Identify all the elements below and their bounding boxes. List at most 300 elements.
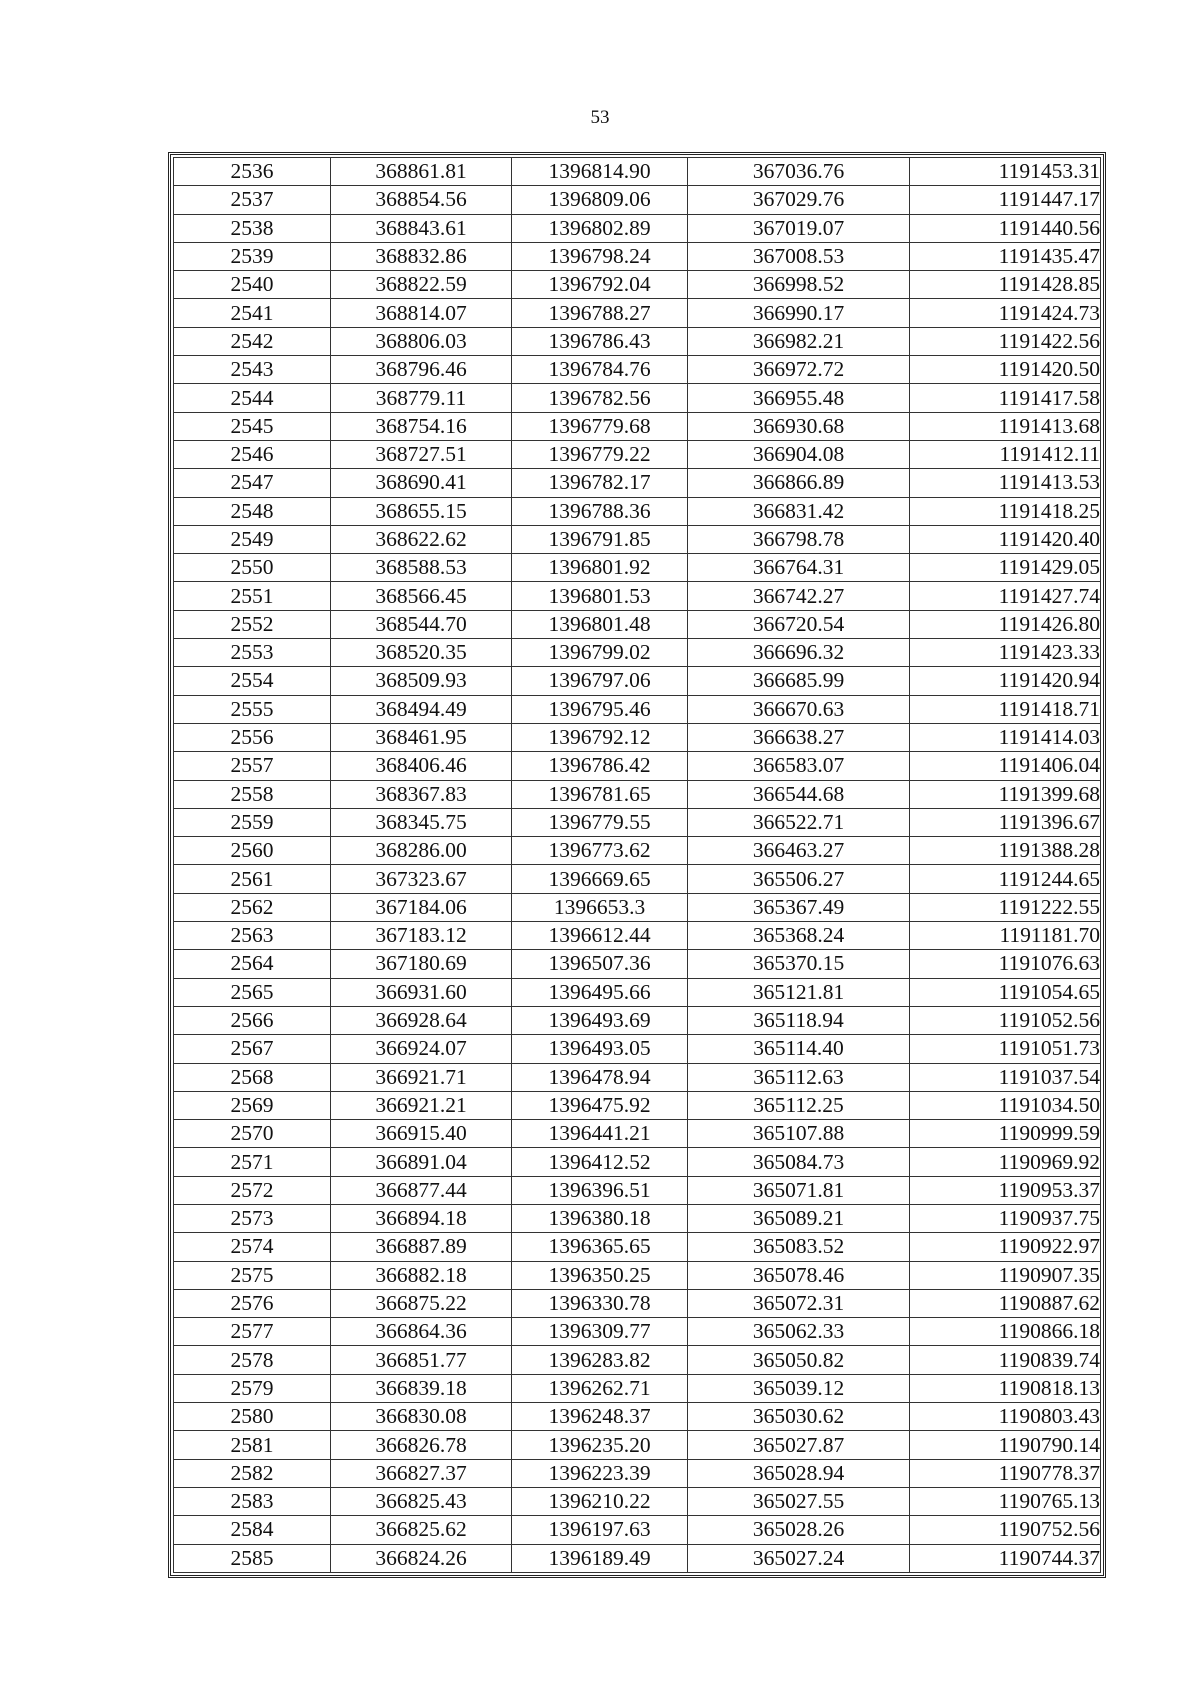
y2-coordinate-cell: 1191420.50 xyxy=(910,356,1101,384)
x2-coordinate-cell: 365039.12 xyxy=(688,1374,910,1402)
x-coordinate-cell: 366839.18 xyxy=(331,1374,512,1402)
table-row xyxy=(174,723,1101,751)
y-coordinate-cell: 1396197.63 xyxy=(512,1516,688,1544)
point-number-cell: 2581 xyxy=(174,1431,331,1459)
y-coordinate-cell: 1396773.62 xyxy=(512,837,688,865)
y2-coordinate-cell: 1191034.50 xyxy=(910,1091,1101,1119)
table-row xyxy=(174,1035,1101,1063)
y-coordinate-cell: 1396782.56 xyxy=(512,384,688,412)
point-number-cell: 2568 xyxy=(174,1063,331,1091)
y-coordinate-cell: 1396802.89 xyxy=(512,214,688,242)
x-coordinate-cell: 366824.26 xyxy=(331,1544,512,1572)
x-coordinate-cell: 368822.59 xyxy=(331,271,512,299)
y-coordinate-cell: 1396779.68 xyxy=(512,412,688,440)
y-coordinate-cell: 1396396.51 xyxy=(512,1176,688,1204)
x-coordinate-cell: 366924.07 xyxy=(331,1035,512,1063)
point-number-cell: 2558 xyxy=(174,780,331,808)
table-row xyxy=(174,384,1101,412)
y-coordinate-cell: 1396495.66 xyxy=(512,978,688,1006)
table-row xyxy=(174,1148,1101,1176)
x2-coordinate-cell: 365368.24 xyxy=(688,922,910,950)
table-row xyxy=(174,1544,1101,1572)
y2-coordinate-cell: 1191244.65 xyxy=(910,865,1101,893)
y-coordinate-cell: 1396782.17 xyxy=(512,469,688,497)
y-coordinate-cell: 1396791.85 xyxy=(512,525,688,553)
y2-coordinate-cell: 1190765.13 xyxy=(910,1487,1101,1515)
y2-coordinate-cell: 1191076.63 xyxy=(910,950,1101,978)
y-coordinate-cell: 1396412.52 xyxy=(512,1148,688,1176)
x-coordinate-cell: 368814.07 xyxy=(331,299,512,327)
point-number-cell: 2537 xyxy=(174,186,331,214)
y-coordinate-cell: 1396235.20 xyxy=(512,1431,688,1459)
x2-coordinate-cell: 365121.81 xyxy=(688,978,910,1006)
x-coordinate-cell: 366931.60 xyxy=(331,978,512,1006)
x-coordinate-cell: 366851.77 xyxy=(331,1346,512,1374)
x-coordinate-cell: 366887.89 xyxy=(331,1233,512,1261)
x2-coordinate-cell: 365071.81 xyxy=(688,1176,910,1204)
y-coordinate-cell: 1396493.69 xyxy=(512,1006,688,1034)
point-number-cell: 2584 xyxy=(174,1516,331,1544)
y-coordinate-cell: 1396612.44 xyxy=(512,922,688,950)
y-coordinate-cell: 1396781.65 xyxy=(512,780,688,808)
x-coordinate-cell: 368544.70 xyxy=(331,610,512,638)
point-number-cell: 2580 xyxy=(174,1403,331,1431)
y-coordinate-cell: 1396223.39 xyxy=(512,1459,688,1487)
y2-coordinate-cell: 1191435.47 xyxy=(910,242,1101,270)
x-coordinate-cell: 368622.62 xyxy=(331,525,512,553)
y-coordinate-cell: 1396283.82 xyxy=(512,1346,688,1374)
x2-coordinate-cell: 365027.55 xyxy=(688,1487,910,1515)
y2-coordinate-cell: 1191418.25 xyxy=(910,497,1101,525)
point-number-cell: 2552 xyxy=(174,610,331,638)
x2-coordinate-cell: 366990.17 xyxy=(688,299,910,327)
y-coordinate-cell: 1396441.21 xyxy=(512,1120,688,1148)
table-row xyxy=(174,1374,1101,1402)
y-coordinate-cell: 1396795.46 xyxy=(512,695,688,723)
x-coordinate-cell: 366827.37 xyxy=(331,1459,512,1487)
y2-coordinate-cell: 1191417.58 xyxy=(910,384,1101,412)
x2-coordinate-cell: 365112.63 xyxy=(688,1063,910,1091)
x2-coordinate-cell: 366583.07 xyxy=(688,752,910,780)
y-coordinate-cell: 1396788.36 xyxy=(512,497,688,525)
y2-coordinate-cell: 1191054.65 xyxy=(910,978,1101,1006)
x-coordinate-cell: 366921.71 xyxy=(331,1063,512,1091)
x-coordinate-cell: 368854.56 xyxy=(331,186,512,214)
x-coordinate-cell: 366826.78 xyxy=(331,1431,512,1459)
point-number-cell: 2549 xyxy=(174,525,331,553)
x2-coordinate-cell: 365027.24 xyxy=(688,1544,910,1572)
y2-coordinate-cell: 1190866.18 xyxy=(910,1318,1101,1346)
x2-coordinate-cell: 366982.21 xyxy=(688,327,910,355)
coordinate-table-frame xyxy=(168,152,1106,1578)
point-number-cell: 2569 xyxy=(174,1091,331,1119)
y2-coordinate-cell: 1190790.14 xyxy=(910,1431,1101,1459)
y-coordinate-cell: 1396309.77 xyxy=(512,1318,688,1346)
point-number-cell: 2574 xyxy=(174,1233,331,1261)
x2-coordinate-cell: 365028.26 xyxy=(688,1516,910,1544)
table-row xyxy=(174,1487,1101,1515)
x2-coordinate-cell: 366866.89 xyxy=(688,469,910,497)
y-coordinate-cell: 1396248.37 xyxy=(512,1403,688,1431)
x-coordinate-cell: 368367.83 xyxy=(331,780,512,808)
y-coordinate-cell: 1396653.3 xyxy=(512,893,688,921)
x2-coordinate-cell: 365078.46 xyxy=(688,1261,910,1289)
table-row xyxy=(174,1176,1101,1204)
table-row xyxy=(174,469,1101,497)
x2-coordinate-cell: 365030.62 xyxy=(688,1403,910,1431)
table-row xyxy=(174,1120,1101,1148)
x-coordinate-cell: 366875.22 xyxy=(331,1289,512,1317)
y2-coordinate-cell: 1191427.74 xyxy=(910,582,1101,610)
y2-coordinate-cell: 1190937.75 xyxy=(910,1204,1101,1232)
y2-coordinate-cell: 1190887.62 xyxy=(910,1289,1101,1317)
table-row xyxy=(174,356,1101,384)
y-coordinate-cell: 1396801.53 xyxy=(512,582,688,610)
x-coordinate-cell: 368520.35 xyxy=(331,639,512,667)
y2-coordinate-cell: 1191051.73 xyxy=(910,1035,1101,1063)
point-number-cell: 2560 xyxy=(174,837,331,865)
x-coordinate-cell: 368461.95 xyxy=(331,723,512,751)
y-coordinate-cell: 1396814.90 xyxy=(512,158,688,186)
y2-coordinate-cell: 1191426.80 xyxy=(910,610,1101,638)
x2-coordinate-cell: 365370.15 xyxy=(688,950,910,978)
y2-coordinate-cell: 1191453.31 xyxy=(910,158,1101,186)
coordinate-table xyxy=(173,157,1101,1573)
y2-coordinate-cell: 1191413.53 xyxy=(910,469,1101,497)
y-coordinate-cell: 1396786.43 xyxy=(512,327,688,355)
point-number-cell: 2539 xyxy=(174,242,331,270)
x2-coordinate-cell: 365050.82 xyxy=(688,1346,910,1374)
x-coordinate-cell: 368690.41 xyxy=(331,469,512,497)
y2-coordinate-cell: 1191447.17 xyxy=(910,186,1101,214)
x-coordinate-cell: 368509.93 xyxy=(331,667,512,695)
x-coordinate-cell: 366928.64 xyxy=(331,1006,512,1034)
x-coordinate-cell: 367184.06 xyxy=(331,893,512,921)
x-coordinate-cell: 366921.21 xyxy=(331,1091,512,1119)
y-coordinate-cell: 1396330.78 xyxy=(512,1289,688,1317)
y2-coordinate-cell: 1191222.55 xyxy=(910,893,1101,921)
table-row xyxy=(174,327,1101,355)
x-coordinate-cell: 368861.81 xyxy=(331,158,512,186)
x-coordinate-cell: 366877.44 xyxy=(331,1176,512,1204)
table-row xyxy=(174,1516,1101,1544)
y-coordinate-cell: 1396262.71 xyxy=(512,1374,688,1402)
y-coordinate-cell: 1396801.92 xyxy=(512,554,688,582)
table-row xyxy=(174,158,1101,186)
y-coordinate-cell: 1396189.49 xyxy=(512,1544,688,1572)
x-coordinate-cell: 366894.18 xyxy=(331,1204,512,1232)
x-coordinate-cell: 367180.69 xyxy=(331,950,512,978)
y-coordinate-cell: 1396786.42 xyxy=(512,752,688,780)
point-number-cell: 2551 xyxy=(174,582,331,610)
point-number-cell: 2546 xyxy=(174,440,331,468)
table-row xyxy=(174,922,1101,950)
x2-coordinate-cell: 365112.25 xyxy=(688,1091,910,1119)
point-number-cell: 2578 xyxy=(174,1346,331,1374)
y2-coordinate-cell: 1191181.70 xyxy=(910,922,1101,950)
point-number-cell: 2565 xyxy=(174,978,331,1006)
x2-coordinate-cell: 367029.76 xyxy=(688,186,910,214)
table-row xyxy=(174,950,1101,978)
x-coordinate-cell: 368754.16 xyxy=(331,412,512,440)
y2-coordinate-cell: 1191037.54 xyxy=(910,1063,1101,1091)
point-number-cell: 2536 xyxy=(174,158,331,186)
x2-coordinate-cell: 366544.68 xyxy=(688,780,910,808)
y2-coordinate-cell: 1190778.37 xyxy=(910,1459,1101,1487)
y-coordinate-cell: 1396779.22 xyxy=(512,440,688,468)
table-row xyxy=(174,299,1101,327)
y2-coordinate-cell: 1191429.05 xyxy=(910,554,1101,582)
table-row xyxy=(174,525,1101,553)
x2-coordinate-cell: 365114.40 xyxy=(688,1035,910,1063)
y2-coordinate-cell: 1191418.71 xyxy=(910,695,1101,723)
table-row xyxy=(174,271,1101,299)
y-coordinate-cell: 1396779.55 xyxy=(512,808,688,836)
y2-coordinate-cell: 1191406.04 xyxy=(910,752,1101,780)
x2-coordinate-cell: 367019.07 xyxy=(688,214,910,242)
y2-coordinate-cell: 1191420.40 xyxy=(910,525,1101,553)
x-coordinate-cell: 368655.15 xyxy=(331,497,512,525)
table-row xyxy=(174,639,1101,667)
y-coordinate-cell: 1396784.76 xyxy=(512,356,688,384)
point-number-cell: 2567 xyxy=(174,1035,331,1063)
x2-coordinate-cell: 366955.48 xyxy=(688,384,910,412)
table-row xyxy=(174,893,1101,921)
x2-coordinate-cell: 365107.88 xyxy=(688,1120,910,1148)
x2-coordinate-cell: 366930.68 xyxy=(688,412,910,440)
y-coordinate-cell: 1396493.05 xyxy=(512,1035,688,1063)
table-row xyxy=(174,1204,1101,1232)
y-coordinate-cell: 1396478.94 xyxy=(512,1063,688,1091)
x2-coordinate-cell: 366696.32 xyxy=(688,639,910,667)
y-coordinate-cell: 1396669.65 xyxy=(512,865,688,893)
table-row xyxy=(174,582,1101,610)
x-coordinate-cell: 368286.00 xyxy=(331,837,512,865)
x2-coordinate-cell: 366904.08 xyxy=(688,440,910,468)
y-coordinate-cell: 1396799.02 xyxy=(512,639,688,667)
y-coordinate-cell: 1396797.06 xyxy=(512,667,688,695)
point-number-cell: 2559 xyxy=(174,808,331,836)
y-coordinate-cell: 1396809.06 xyxy=(512,186,688,214)
y-coordinate-cell: 1396365.65 xyxy=(512,1233,688,1261)
point-number-cell: 2562 xyxy=(174,893,331,921)
y2-coordinate-cell: 1191422.56 xyxy=(910,327,1101,355)
y2-coordinate-cell: 1191412.11 xyxy=(910,440,1101,468)
x-coordinate-cell: 368832.86 xyxy=(331,242,512,270)
point-number-cell: 2571 xyxy=(174,1148,331,1176)
y2-coordinate-cell: 1190999.59 xyxy=(910,1120,1101,1148)
y-coordinate-cell: 1396350.25 xyxy=(512,1261,688,1289)
y-coordinate-cell: 1396507.36 xyxy=(512,950,688,978)
x-coordinate-cell: 366891.04 xyxy=(331,1148,512,1176)
table-row xyxy=(174,214,1101,242)
x-coordinate-cell: 368566.45 xyxy=(331,582,512,610)
table-row xyxy=(174,865,1101,893)
x-coordinate-cell: 368588.53 xyxy=(331,554,512,582)
table-row xyxy=(174,837,1101,865)
x2-coordinate-cell: 367036.76 xyxy=(688,158,910,186)
x-coordinate-cell: 368806.03 xyxy=(331,327,512,355)
point-number-cell: 2566 xyxy=(174,1006,331,1034)
x2-coordinate-cell: 366764.31 xyxy=(688,554,910,582)
point-number-cell: 2563 xyxy=(174,922,331,950)
y2-coordinate-cell: 1191420.94 xyxy=(910,667,1101,695)
y-coordinate-cell: 1396798.24 xyxy=(512,242,688,270)
x2-coordinate-cell: 365118.94 xyxy=(688,1006,910,1034)
y2-coordinate-cell: 1190953.37 xyxy=(910,1176,1101,1204)
table-row xyxy=(174,554,1101,582)
point-number-cell: 2570 xyxy=(174,1120,331,1148)
table-row xyxy=(174,752,1101,780)
table-row xyxy=(174,780,1101,808)
y2-coordinate-cell: 1190744.37 xyxy=(910,1544,1101,1572)
x2-coordinate-cell: 366798.78 xyxy=(688,525,910,553)
x2-coordinate-cell: 365084.73 xyxy=(688,1148,910,1176)
x-coordinate-cell: 366915.40 xyxy=(331,1120,512,1148)
x-coordinate-cell: 368727.51 xyxy=(331,440,512,468)
y2-coordinate-cell: 1191428.85 xyxy=(910,271,1101,299)
y2-coordinate-cell: 1191414.03 xyxy=(910,723,1101,751)
x2-coordinate-cell: 365072.31 xyxy=(688,1289,910,1317)
point-number-cell: 2577 xyxy=(174,1318,331,1346)
table-row xyxy=(174,1403,1101,1431)
point-number-cell: 2556 xyxy=(174,723,331,751)
table-row xyxy=(174,440,1101,468)
x2-coordinate-cell: 365506.27 xyxy=(688,865,910,893)
y2-coordinate-cell: 1190839.74 xyxy=(910,1346,1101,1374)
x2-coordinate-cell: 366463.27 xyxy=(688,837,910,865)
table-row xyxy=(174,695,1101,723)
x-coordinate-cell: 368406.46 xyxy=(331,752,512,780)
table-row xyxy=(174,242,1101,270)
point-number-cell: 2548 xyxy=(174,497,331,525)
y-coordinate-cell: 1396475.92 xyxy=(512,1091,688,1119)
x-coordinate-cell: 368779.11 xyxy=(331,384,512,412)
point-number-cell: 2582 xyxy=(174,1459,331,1487)
table-row xyxy=(174,497,1101,525)
x2-coordinate-cell: 366831.42 xyxy=(688,497,910,525)
point-number-cell: 2541 xyxy=(174,299,331,327)
point-number-cell: 2561 xyxy=(174,865,331,893)
table-row xyxy=(174,978,1101,1006)
x2-coordinate-cell: 365089.21 xyxy=(688,1204,910,1232)
x-coordinate-cell: 368796.46 xyxy=(331,356,512,384)
x2-coordinate-cell: 365028.94 xyxy=(688,1459,910,1487)
x-coordinate-cell: 367183.12 xyxy=(331,922,512,950)
table-row xyxy=(174,1431,1101,1459)
x-coordinate-cell: 366830.08 xyxy=(331,1403,512,1431)
table-row xyxy=(174,1346,1101,1374)
table-row xyxy=(174,1233,1101,1261)
table-row xyxy=(174,186,1101,214)
y-coordinate-cell: 1396792.04 xyxy=(512,271,688,299)
table-row xyxy=(174,412,1101,440)
table-row xyxy=(174,808,1101,836)
page-number: 53 xyxy=(590,107,610,128)
y2-coordinate-cell: 1190907.35 xyxy=(910,1261,1101,1289)
y2-coordinate-cell: 1190969.92 xyxy=(910,1148,1101,1176)
y-coordinate-cell: 1396210.22 xyxy=(512,1487,688,1515)
coordinate-table-body xyxy=(174,158,1101,1573)
x2-coordinate-cell: 365062.33 xyxy=(688,1318,910,1346)
point-number-cell: 2545 xyxy=(174,412,331,440)
table-row xyxy=(174,1063,1101,1091)
x2-coordinate-cell: 366685.99 xyxy=(688,667,910,695)
y2-coordinate-cell: 1190803.43 xyxy=(910,1403,1101,1431)
y2-coordinate-cell: 1191413.68 xyxy=(910,412,1101,440)
point-number-cell: 2540 xyxy=(174,271,331,299)
table-row xyxy=(174,1459,1101,1487)
table-row xyxy=(174,1318,1101,1346)
point-number-cell: 2547 xyxy=(174,469,331,497)
y2-coordinate-cell: 1191424.73 xyxy=(910,299,1101,327)
x-coordinate-cell: 366882.18 xyxy=(331,1261,512,1289)
point-number-cell: 2543 xyxy=(174,356,331,384)
point-number-cell: 2585 xyxy=(174,1544,331,1572)
x-coordinate-cell: 366825.62 xyxy=(331,1516,512,1544)
x-coordinate-cell: 368843.61 xyxy=(331,214,512,242)
point-number-cell: 2575 xyxy=(174,1261,331,1289)
x2-coordinate-cell: 366638.27 xyxy=(688,723,910,751)
x2-coordinate-cell: 366522.71 xyxy=(688,808,910,836)
y2-coordinate-cell: 1191440.56 xyxy=(910,214,1101,242)
y2-coordinate-cell: 1191388.28 xyxy=(910,837,1101,865)
point-number-cell: 2557 xyxy=(174,752,331,780)
y2-coordinate-cell: 1191423.33 xyxy=(910,639,1101,667)
table-row xyxy=(174,1091,1101,1119)
table-row xyxy=(174,1289,1101,1317)
point-number-cell: 2579 xyxy=(174,1374,331,1402)
x2-coordinate-cell: 366720.54 xyxy=(688,610,910,638)
y2-coordinate-cell: 1190922.97 xyxy=(910,1233,1101,1261)
point-number-cell: 2544 xyxy=(174,384,331,412)
point-number-cell: 2572 xyxy=(174,1176,331,1204)
x-coordinate-cell: 366825.43 xyxy=(331,1487,512,1515)
point-number-cell: 2576 xyxy=(174,1289,331,1317)
table-row xyxy=(174,667,1101,695)
x2-coordinate-cell: 366972.72 xyxy=(688,356,910,384)
x2-coordinate-cell: 366998.52 xyxy=(688,271,910,299)
point-number-cell: 2583 xyxy=(174,1487,331,1515)
table-row xyxy=(174,1006,1101,1034)
y-coordinate-cell: 1396788.27 xyxy=(512,299,688,327)
table-row xyxy=(174,610,1101,638)
y2-coordinate-cell: 1191396.67 xyxy=(910,808,1101,836)
y2-coordinate-cell: 1190818.13 xyxy=(910,1374,1101,1402)
y2-coordinate-cell: 1190752.56 xyxy=(910,1516,1101,1544)
x-coordinate-cell: 368494.49 xyxy=(331,695,512,723)
point-number-cell: 2555 xyxy=(174,695,331,723)
y2-coordinate-cell: 1191052.56 xyxy=(910,1006,1101,1034)
x-coordinate-cell: 366864.36 xyxy=(331,1318,512,1346)
point-number-cell: 2538 xyxy=(174,214,331,242)
x2-coordinate-cell: 365367.49 xyxy=(688,893,910,921)
point-number-cell: 2542 xyxy=(174,327,331,355)
x-coordinate-cell: 367323.67 xyxy=(331,865,512,893)
x2-coordinate-cell: 366742.27 xyxy=(688,582,910,610)
y2-coordinate-cell: 1191399.68 xyxy=(910,780,1101,808)
y-coordinate-cell: 1396801.48 xyxy=(512,610,688,638)
x-coordinate-cell: 368345.75 xyxy=(331,808,512,836)
point-number-cell: 2554 xyxy=(174,667,331,695)
x2-coordinate-cell: 365027.87 xyxy=(688,1431,910,1459)
x2-coordinate-cell: 366670.63 xyxy=(688,695,910,723)
table-row xyxy=(174,1261,1101,1289)
x2-coordinate-cell: 365083.52 xyxy=(688,1233,910,1261)
point-number-cell: 2550 xyxy=(174,554,331,582)
x2-coordinate-cell: 367008.53 xyxy=(688,242,910,270)
point-number-cell: 2564 xyxy=(174,950,331,978)
